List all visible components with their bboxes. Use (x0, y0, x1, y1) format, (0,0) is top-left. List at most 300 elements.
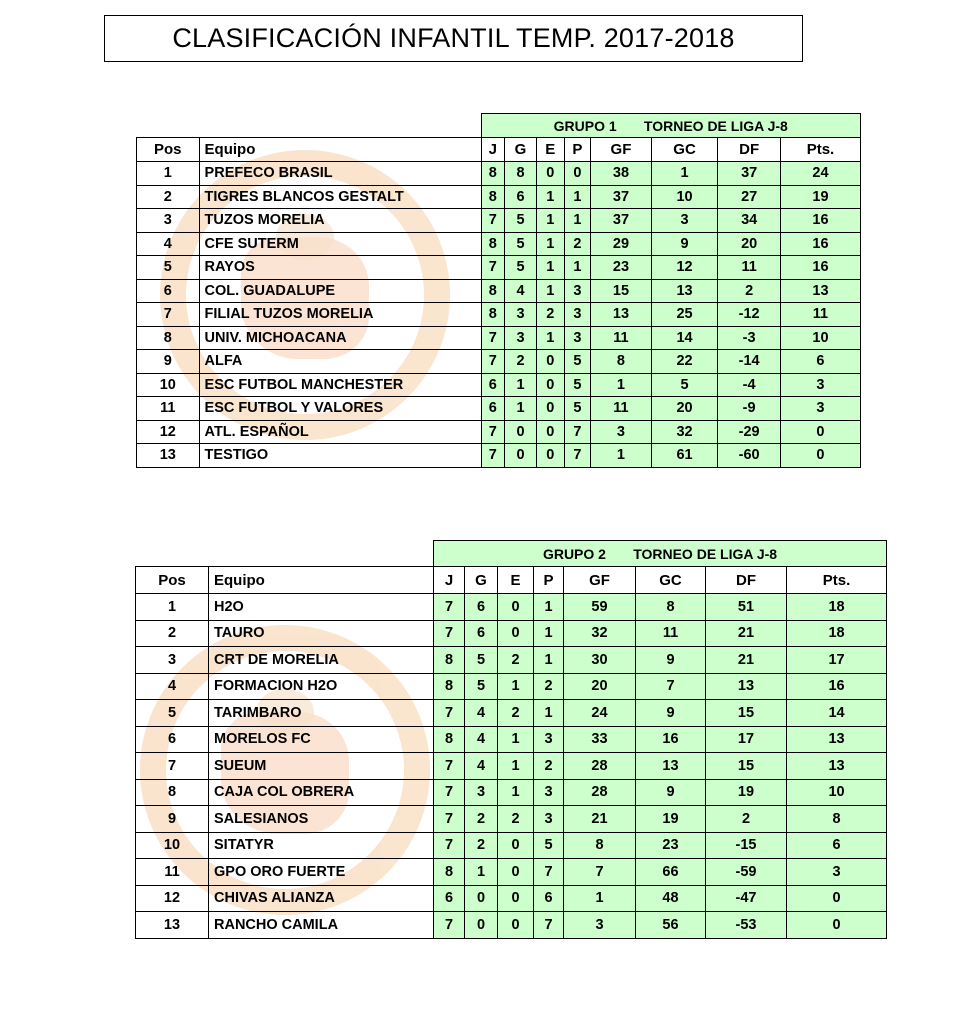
cell-e: 0 (498, 594, 534, 621)
cell-p: 2 (534, 673, 564, 700)
column-header-e: E (498, 567, 534, 594)
cell-g: 5 (465, 647, 498, 674)
cell-pos: 11 (137, 397, 200, 421)
table-row (137, 162, 861, 186)
cell-g: 4 (465, 726, 498, 753)
cell-gc: 66 (636, 859, 706, 886)
cell-p: 1 (564, 185, 591, 209)
cell-gf: 15 (591, 279, 652, 303)
table-row (137, 420, 861, 444)
cell-j: 7 (434, 832, 465, 859)
cell-gc: 12 (651, 256, 718, 280)
cell-gc: 3 (651, 209, 718, 233)
cell-p: 0 (564, 162, 591, 186)
cell-pos: 2 (137, 185, 200, 209)
cell-j: 6 (481, 397, 505, 421)
cell-gc: 5 (651, 373, 718, 397)
cell-e: 1 (536, 279, 564, 303)
cell-df: 17 (706, 726, 787, 753)
cell-gc: 61 (651, 444, 718, 468)
cell-gf: 13 (591, 303, 652, 327)
cell-df: 19 (706, 779, 787, 806)
cell-df: 11 (718, 256, 781, 280)
cell-gf: 38 (591, 162, 652, 186)
cell-e: 0 (536, 397, 564, 421)
cell-gf: 33 (564, 726, 636, 753)
cell-df: -59 (706, 859, 787, 886)
table-row (137, 256, 861, 280)
cell-gf: 3 (564, 912, 636, 939)
cell-df: 20 (718, 232, 781, 256)
cell-p: 6 (534, 885, 564, 912)
cell-gf: 59 (564, 594, 636, 621)
cell-e: 1 (498, 779, 534, 806)
cell-gc: 25 (651, 303, 718, 327)
table-row (137, 373, 861, 397)
cell-pos: 1 (137, 162, 200, 186)
column-header-row (136, 567, 887, 594)
cell-team: TIGRES BLANCOS GESTALT (199, 185, 481, 209)
cell-e: 2 (536, 303, 564, 327)
cell-team: PREFECO BRASIL (199, 162, 481, 186)
cell-gc: 7 (636, 673, 706, 700)
cell-pos: 7 (136, 753, 209, 780)
cell-gf: 1 (564, 885, 636, 912)
cell-team: TESTIGO (199, 444, 481, 468)
cell-p: 7 (564, 420, 591, 444)
cell-gc: 9 (636, 700, 706, 727)
table-row (136, 806, 887, 833)
cell-gf: 8 (591, 350, 652, 374)
table-row (136, 647, 887, 674)
cell-gc: 56 (636, 912, 706, 939)
column-header-pts: Pts. (780, 138, 860, 162)
cell-pos: 8 (137, 326, 200, 350)
cell-j: 7 (434, 620, 465, 647)
cell-gf: 8 (564, 832, 636, 859)
cell-e: 0 (498, 885, 534, 912)
cell-gc: 13 (636, 753, 706, 780)
cell-j: 8 (434, 647, 465, 674)
cell-e: 1 (536, 209, 564, 233)
group-label: GRUPO 1 (553, 117, 617, 134)
cell-e: 1 (498, 673, 534, 700)
cell-gc: 16 (636, 726, 706, 753)
cell-p: 5 (564, 373, 591, 397)
table-row (137, 209, 861, 233)
cell-gc: 20 (651, 397, 718, 421)
cell-g: 3 (465, 779, 498, 806)
table-row (137, 444, 861, 468)
table-row (136, 620, 887, 647)
cell-p: 5 (534, 832, 564, 859)
cell-g: 4 (465, 700, 498, 727)
cell-g: 0 (465, 912, 498, 939)
group-header (481, 114, 860, 138)
cell-e: 0 (536, 420, 564, 444)
cell-g: 6 (505, 185, 537, 209)
cell-gc: 8 (636, 594, 706, 621)
cell-gc: 19 (636, 806, 706, 833)
cell-pos: 8 (136, 779, 209, 806)
column-header-p: P (534, 567, 564, 594)
cell-gc: 9 (636, 647, 706, 674)
cell-df: 51 (706, 594, 787, 621)
cell-pts: 0 (780, 444, 860, 468)
cell-p: 1 (564, 256, 591, 280)
group-label: GRUPO 2 (542, 545, 606, 562)
cell-pos: 10 (137, 373, 200, 397)
cell-df: 2 (718, 279, 781, 303)
cell-gf: 11 (591, 326, 652, 350)
cell-j: 7 (481, 209, 505, 233)
cell-pts: 0 (787, 912, 887, 939)
column-header-df: DF (706, 567, 787, 594)
cell-p: 7 (534, 912, 564, 939)
table-row (137, 279, 861, 303)
cell-e: 1 (498, 726, 534, 753)
cell-p: 7 (564, 444, 591, 468)
table-row (136, 832, 887, 859)
column-header-j: J (434, 567, 465, 594)
column-header-g: G (505, 138, 537, 162)
cell-df: 13 (706, 673, 787, 700)
cell-pos: 5 (136, 700, 209, 727)
cell-team: MORELOS FC (209, 726, 434, 753)
cell-gc: 23 (636, 832, 706, 859)
cell-p: 2 (534, 753, 564, 780)
cell-pos: 3 (136, 647, 209, 674)
cell-pts: 0 (780, 420, 860, 444)
cell-pos: 12 (137, 420, 200, 444)
cell-j: 8 (481, 232, 505, 256)
cell-pts: 13 (787, 726, 887, 753)
cell-df: -12 (718, 303, 781, 327)
cell-p: 5 (564, 397, 591, 421)
cell-p: 7 (534, 859, 564, 886)
cell-p: 1 (564, 209, 591, 233)
cell-g: 3 (505, 326, 537, 350)
table-row (137, 232, 861, 256)
cell-pos: 11 (136, 859, 209, 886)
cell-pts: 16 (780, 209, 860, 233)
cell-pos: 13 (137, 444, 200, 468)
cell-g: 5 (465, 673, 498, 700)
cell-g: 4 (465, 753, 498, 780)
cell-pts: 3 (787, 859, 887, 886)
cell-pos: 3 (137, 209, 200, 233)
cell-pts: 16 (780, 232, 860, 256)
cell-team: ALFA (199, 350, 481, 374)
table-body (137, 162, 861, 468)
cell-j: 7 (434, 700, 465, 727)
cell-pos: 9 (136, 806, 209, 833)
cell-gc: 9 (636, 779, 706, 806)
cell-g: 3 (505, 303, 537, 327)
standings-table-group-1 (136, 113, 861, 468)
cell-df: -9 (718, 397, 781, 421)
cell-team: RAYOS (199, 256, 481, 280)
cell-pos: 6 (136, 726, 209, 753)
cell-team: CHIVAS ALIANZA (209, 885, 434, 912)
cell-e: 1 (498, 753, 534, 780)
cell-j: 8 (434, 726, 465, 753)
column-header-pos: Pos (136, 567, 209, 594)
cell-team: TUZOS MORELIA (199, 209, 481, 233)
table-row (136, 673, 887, 700)
table-row (136, 912, 887, 939)
cell-pts: 10 (787, 779, 887, 806)
cell-e: 0 (498, 832, 534, 859)
cell-p: 3 (534, 806, 564, 833)
cell-gf: 28 (564, 753, 636, 780)
table-row (136, 859, 887, 886)
cell-gf: 32 (564, 620, 636, 647)
column-header-df: DF (718, 138, 781, 162)
cell-e: 0 (498, 859, 534, 886)
cell-pts: 24 (780, 162, 860, 186)
column-header-p: P (564, 138, 591, 162)
cell-e: 1 (536, 256, 564, 280)
column-header-gf: GF (564, 567, 636, 594)
cell-e: 0 (536, 162, 564, 186)
cell-g: 1 (505, 373, 537, 397)
cell-e: 1 (536, 232, 564, 256)
table-row (137, 397, 861, 421)
cell-df: 34 (718, 209, 781, 233)
cell-p: 3 (564, 303, 591, 327)
cell-pts: 0 (787, 885, 887, 912)
cell-team: TAURO (209, 620, 434, 647)
cell-j: 7 (434, 753, 465, 780)
table-row (136, 779, 887, 806)
cell-j: 8 (434, 859, 465, 886)
cell-j: 7 (481, 444, 505, 468)
cell-j: 6 (434, 885, 465, 912)
cell-pos: 1 (136, 594, 209, 621)
cell-j: 7 (481, 256, 505, 280)
cell-gc: 48 (636, 885, 706, 912)
cell-pts: 13 (780, 279, 860, 303)
cell-pts: 3 (780, 373, 860, 397)
cell-p: 1 (534, 700, 564, 727)
cell-j: 7 (434, 779, 465, 806)
cell-g: 5 (505, 209, 537, 233)
cell-pos: 9 (137, 350, 200, 374)
cell-df: 37 (718, 162, 781, 186)
cell-pts: 18 (787, 594, 887, 621)
cell-g: 5 (505, 256, 537, 280)
cell-e: 1 (536, 326, 564, 350)
cell-j: 8 (481, 162, 505, 186)
cell-team: ESC FUTBOL Y VALORES (199, 397, 481, 421)
cell-pts: 10 (780, 326, 860, 350)
cell-g: 0 (505, 420, 537, 444)
cell-team: CAJA COL OBRERA (209, 779, 434, 806)
cell-gc: 13 (651, 279, 718, 303)
table-row (136, 700, 887, 727)
column-header-g: G (465, 567, 498, 594)
cell-g: 0 (465, 885, 498, 912)
cell-df: 21 (706, 620, 787, 647)
cell-j: 7 (434, 806, 465, 833)
cell-pos: 5 (137, 256, 200, 280)
cell-gf: 11 (591, 397, 652, 421)
cell-p: 1 (534, 620, 564, 647)
cell-g: 1 (465, 859, 498, 886)
cell-g: 6 (465, 620, 498, 647)
standings-table-group-2 (135, 540, 887, 939)
column-header-team: Equipo (209, 567, 434, 594)
table-row (136, 726, 887, 753)
table-row (137, 185, 861, 209)
cell-df: -47 (706, 885, 787, 912)
cell-j: 7 (481, 420, 505, 444)
cell-pos: 6 (137, 279, 200, 303)
cell-df: -4 (718, 373, 781, 397)
cell-j: 8 (434, 673, 465, 700)
column-header-gc: GC (636, 567, 706, 594)
cell-team: TARIMBARO (209, 700, 434, 727)
cell-e: 2 (498, 806, 534, 833)
cell-pos: 13 (136, 912, 209, 939)
cell-pts: 18 (787, 620, 887, 647)
cell-p: 1 (534, 647, 564, 674)
cell-p: 1 (534, 594, 564, 621)
cell-g: 6 (465, 594, 498, 621)
cell-pts: 3 (780, 397, 860, 421)
cell-df: -53 (706, 912, 787, 939)
cell-pts: 6 (787, 832, 887, 859)
column-header-row (137, 138, 861, 162)
column-header-e: E (536, 138, 564, 162)
cell-team: ATL. ESPAÑOL (199, 420, 481, 444)
cell-p: 5 (564, 350, 591, 374)
cell-df: -3 (718, 326, 781, 350)
cell-e: 2 (498, 700, 534, 727)
group-header (434, 541, 887, 567)
cell-pts: 8 (787, 806, 887, 833)
cell-pts: 11 (780, 303, 860, 327)
cell-gc: 9 (651, 232, 718, 256)
cell-gf: 21 (564, 806, 636, 833)
cell-gf: 30 (564, 647, 636, 674)
cell-e: 2 (498, 647, 534, 674)
cell-gc: 14 (651, 326, 718, 350)
cell-gf: 1 (591, 444, 652, 468)
cell-g: 2 (465, 832, 498, 859)
cell-g: 1 (505, 397, 537, 421)
cell-pos: 4 (137, 232, 200, 256)
table-row (137, 326, 861, 350)
cell-gc: 22 (651, 350, 718, 374)
cell-g: 8 (505, 162, 537, 186)
cell-p: 3 (534, 726, 564, 753)
column-header-gf: GF (591, 138, 652, 162)
cell-team: FILIAL TUZOS MORELIA (199, 303, 481, 327)
cell-df: 15 (706, 753, 787, 780)
cell-g: 5 (505, 232, 537, 256)
cell-pts: 14 (787, 700, 887, 727)
cell-e: 1 (536, 185, 564, 209)
cell-team: FORMACION H2O (209, 673, 434, 700)
cell-j: 7 (481, 350, 505, 374)
tournament-label: TORNEO DE LIGA J-8 (633, 545, 778, 562)
cell-df: 2 (706, 806, 787, 833)
cell-df: 27 (718, 185, 781, 209)
cell-team: H2O (209, 594, 434, 621)
cell-team: RANCHO CAMILA (209, 912, 434, 939)
cell-team: SUEUM (209, 753, 434, 780)
cell-g: 2 (505, 350, 537, 374)
cell-gf: 7 (564, 859, 636, 886)
cell-pts: 17 (787, 647, 887, 674)
cell-gf: 24 (564, 700, 636, 727)
column-header-pos: Pos (137, 138, 200, 162)
cell-gc: 10 (651, 185, 718, 209)
cell-p: 2 (564, 232, 591, 256)
table-row (136, 885, 887, 912)
cell-j: 7 (434, 594, 465, 621)
cell-e: 0 (536, 350, 564, 374)
cell-pos: 12 (136, 885, 209, 912)
table-row (136, 753, 887, 780)
column-header-pts: Pts. (787, 567, 887, 594)
cell-p: 3 (564, 326, 591, 350)
cell-g: 4 (505, 279, 537, 303)
cell-e: 0 (536, 373, 564, 397)
cell-pts: 16 (780, 256, 860, 280)
cell-df: 21 (706, 647, 787, 674)
cell-e: 0 (498, 620, 534, 647)
cell-pts: 19 (780, 185, 860, 209)
cell-df: -29 (718, 420, 781, 444)
cell-j: 8 (481, 303, 505, 327)
cell-gf: 37 (591, 209, 652, 233)
cell-gf: 37 (591, 185, 652, 209)
table-body (136, 594, 887, 939)
cell-p: 3 (564, 279, 591, 303)
cell-gf: 23 (591, 256, 652, 280)
cell-gf: 3 (591, 420, 652, 444)
cell-team: CRT DE MORELIA (209, 647, 434, 674)
cell-j: 6 (481, 373, 505, 397)
table-row (137, 303, 861, 327)
cell-j: 8 (481, 185, 505, 209)
cell-pts: 16 (787, 673, 887, 700)
cell-team: SITATYR (209, 832, 434, 859)
column-header-team: Equipo (199, 138, 481, 162)
cell-gc: 32 (651, 420, 718, 444)
cell-team: GPO ORO FUERTE (209, 859, 434, 886)
cell-j: 7 (434, 912, 465, 939)
cell-gf: 29 (591, 232, 652, 256)
cell-team: COL. GUADALUPE (199, 279, 481, 303)
cell-pts: 6 (780, 350, 860, 374)
cell-gc: 1 (651, 162, 718, 186)
cell-gf: 28 (564, 779, 636, 806)
cell-df: -14 (718, 350, 781, 374)
cell-pos: 2 (136, 620, 209, 647)
cell-df: -15 (706, 832, 787, 859)
cell-pos: 7 (137, 303, 200, 327)
cell-df: -60 (718, 444, 781, 468)
cell-pts: 13 (787, 753, 887, 780)
cell-team: UNIV. MICHOACANA (199, 326, 481, 350)
cell-e: 0 (498, 912, 534, 939)
table-row (137, 350, 861, 374)
cell-pos: 4 (136, 673, 209, 700)
